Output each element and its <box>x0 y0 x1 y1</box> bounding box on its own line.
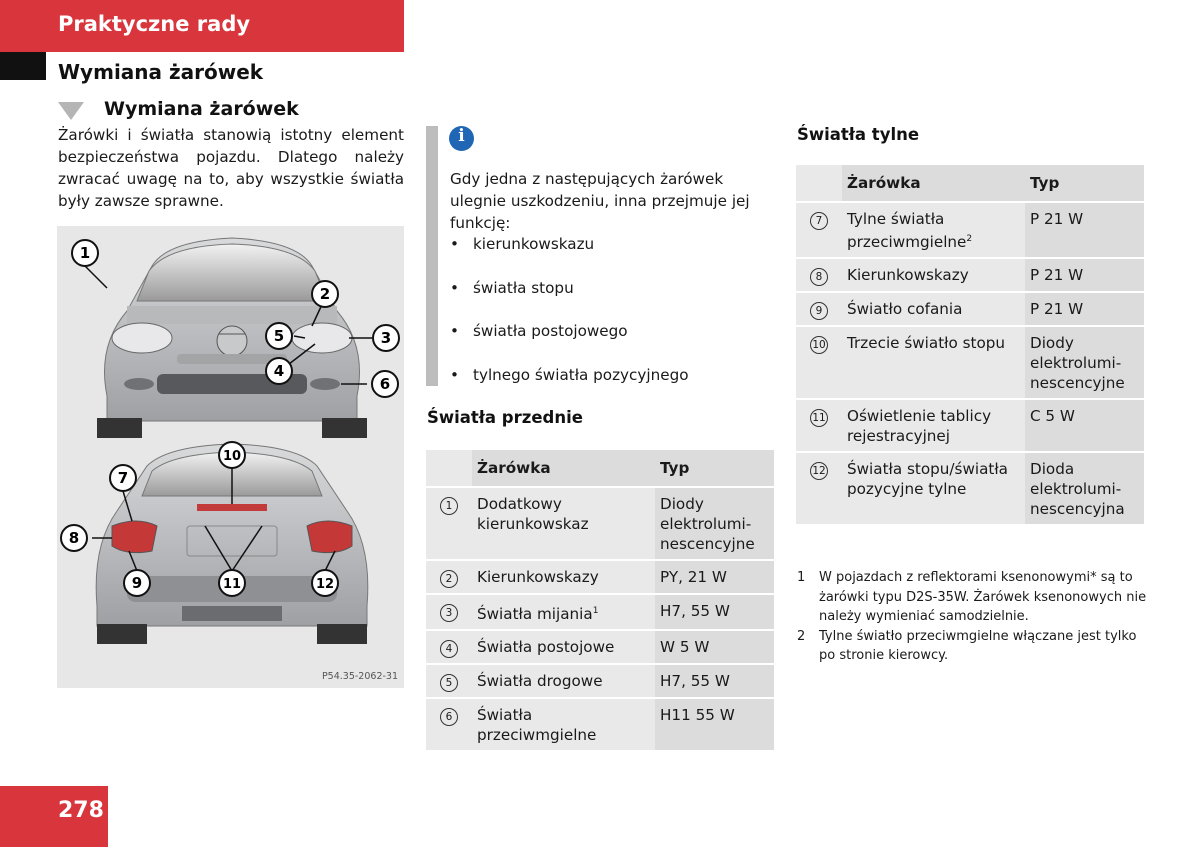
bulb-name-cell: Światła stopu/światła pozycyjne tylne <box>842 453 1025 524</box>
info-bullet: • światła postojowego <box>450 320 689 364</box>
bulb-type-cell: P 21 W <box>1025 203 1144 257</box>
footnote <box>797 627 1147 666</box>
info-bullet: • kierunkowskazu <box>450 233 689 277</box>
table-row <box>426 699 774 750</box>
callout-7 <box>110 465 136 491</box>
callout-1 <box>72 240 98 266</box>
page-title: Wymiana żarówek <box>58 60 264 84</box>
row-number-cell <box>796 293 842 325</box>
bulb-name-cell: Światła drogowe <box>472 665 655 697</box>
info-sidebar-bar <box>426 126 438 386</box>
bulb-name-cell: Kierunkowskazy <box>472 561 655 593</box>
row-number-badge: 5 <box>440 674 458 692</box>
footnote-number: 2 <box>797 628 806 644</box>
table-row <box>796 400 1144 451</box>
front-lights-table <box>426 448 774 752</box>
svg-text:6: 6 <box>379 375 391 393</box>
bulb-type-cell: P 21 W <box>1025 293 1144 325</box>
bulb-type-cell: H11 55 W <box>655 699 774 750</box>
row-number-badge: 7 <box>810 212 828 230</box>
table-row <box>426 595 774 629</box>
table-row <box>796 293 1144 325</box>
table-header-type: Typ <box>1025 165 1144 201</box>
table-header-type: Typ <box>655 450 774 486</box>
svg-text:7: 7 <box>117 469 129 487</box>
bulb-type-cell: W 5 W <box>655 631 774 663</box>
info-text: Gdy jedna z następujących żarówek ulegnie uszkodzeniu, inna przejmuje jej funkcję: <box>450 170 750 232</box>
front-lights-heading: Światła przednie <box>427 408 583 427</box>
rear-lights-heading: Światła tylne <box>797 125 920 144</box>
footnotes <box>797 568 1147 666</box>
row-number-badge: 3 <box>440 604 458 622</box>
footnote-text: Tylne światło przeciwmgielne włączane jest tylko po stronie kierowcy. <box>819 628 1137 663</box>
row-number-cell <box>426 699 472 750</box>
row-number-badge: 9 <box>810 302 828 320</box>
table-row <box>796 259 1144 291</box>
footnote-ref: 2 <box>966 234 973 244</box>
info-icon: i <box>449 126 474 151</box>
table-header-bulb: Żarówka <box>842 165 1025 201</box>
bulb-name-cell: Światło cofania <box>842 293 1025 325</box>
svg-text:11: 11 <box>222 577 242 592</box>
svg-text:2: 2 <box>319 285 331 303</box>
figure-code: P54.35-2062-31 <box>321 671 398 682</box>
car-illustration <box>57 226 404 688</box>
row-number-cell <box>426 595 472 629</box>
page-number: 278 <box>0 786 108 847</box>
table-row <box>426 665 774 697</box>
table-row <box>796 203 1144 257</box>
info-bullet: • światła stopu <box>450 277 689 321</box>
row-number-badge: 12 <box>810 462 828 480</box>
info-bullet-list <box>450 233 689 408</box>
chapter-tab-marker <box>0 52 46 80</box>
callout-12 <box>312 570 338 596</box>
bulb-name-cell: Światła postojowe <box>472 631 655 663</box>
table-row <box>426 488 774 559</box>
info-bullet: • tylnego światła pozycyjnego <box>450 364 689 408</box>
bulb-name-cell: Kierunkowskazy <box>842 259 1025 291</box>
callout-5 <box>266 323 292 349</box>
chapter-header: Praktyczne rady <box>0 0 404 52</box>
bulb-type-cell: P 21 W <box>1025 259 1144 291</box>
table-header-bulb: Żarówka <box>472 450 655 486</box>
bulb-name-cell: Trzecie światło stopu <box>842 327 1025 398</box>
bulb-name-cell: Oświetlenie tablicy rejestracyjnej <box>842 400 1025 451</box>
bulb-type-cell: Dioda elektrolumi-nescencyjna <box>1025 453 1144 524</box>
row-number-badge: 6 <box>440 708 458 726</box>
rear-lights-table <box>796 163 1144 526</box>
row-number-cell <box>796 203 842 257</box>
triangle-bullet-icon <box>58 102 84 120</box>
row-number-cell <box>426 665 472 697</box>
svg-text:5: 5 <box>273 327 285 345</box>
callout-3 <box>373 325 399 351</box>
svg-text:4: 4 <box>273 362 285 380</box>
row-number-badge: 4 <box>440 640 458 658</box>
bulb-name-cell: Tylne światła przeciwmgielne$^2$ <box>842 203 1025 257</box>
table-header-num <box>426 450 472 486</box>
row-number-badge: 10 <box>810 336 828 354</box>
row-number-badge: 1 <box>440 497 458 515</box>
callout-6 <box>372 371 398 397</box>
row-number-badge: 2 <box>440 570 458 588</box>
row-number-cell <box>426 631 472 663</box>
row-number-cell <box>796 400 842 451</box>
row-number-cell <box>796 259 842 291</box>
row-number-cell <box>426 561 472 593</box>
section-heading-row <box>58 98 299 120</box>
callout-2 <box>312 281 338 307</box>
bulb-type-cell: Diody elektrolumi-nescencyjne <box>1025 327 1144 398</box>
footnote <box>797 568 1147 627</box>
callout-10 <box>219 442 245 468</box>
callout-11 <box>219 570 245 596</box>
bulb-type-cell: H7, 55 W <box>655 595 774 629</box>
row-number-cell <box>426 488 472 559</box>
table-row <box>796 453 1144 524</box>
footnote-number: 1 <box>797 570 806 585</box>
svg-text:12: 12 <box>315 577 335 592</box>
bulb-type-cell: C 5 W <box>1025 400 1144 451</box>
callout-9 <box>124 570 150 596</box>
svg-text:9: 9 <box>131 574 143 592</box>
svg-text:8: 8 <box>68 529 80 547</box>
table-row <box>796 327 1144 398</box>
svg-text:10: 10 <box>222 449 242 464</box>
car-lights-figure <box>57 226 404 688</box>
table-row <box>426 631 774 663</box>
row-number-cell <box>796 327 842 398</box>
bulb-type-cell: H7, 55 W <box>655 665 774 697</box>
table-header-num <box>796 165 842 201</box>
footnote-ref: 1 <box>592 606 599 616</box>
row-number-badge: 11 <box>810 409 828 427</box>
callout-4 <box>266 358 292 384</box>
svg-text:1: 1 <box>79 244 91 262</box>
svg-text:3: 3 <box>380 329 392 347</box>
section-heading: Wymiana żarówek <box>104 98 299 120</box>
bulb-name-cell: Światła przeciwmgielne <box>472 699 655 750</box>
table-row <box>426 561 774 593</box>
bulb-type-cell: PY, 21 W <box>655 561 774 593</box>
footnote-text: W pojazdach z reflektorami ksenonowymi* są to żarówki typu D2S-35W. Żarówek ksenonowych nie należy wymieniać samodzielnie. <box>819 570 1147 624</box>
intro-paragraph: Żarówki i światła stanowią istotny element bezpieczeństwa pojazdu. Dlatego należy zwracać uwagę na to, aby wszystkie światła były zawsze sprawne. <box>58 126 404 210</box>
callout-8 <box>61 525 87 551</box>
row-number-badge: 8 <box>810 268 828 286</box>
bulb-name-cell: Dodatkowy kierunkowskaz <box>472 488 655 559</box>
bulb-name-cell: Światła mijania$^1$ <box>472 595 655 629</box>
row-number-cell <box>796 453 842 524</box>
bulb-type-cell: Diody elektrolumi-nescencyjne <box>655 488 774 559</box>
